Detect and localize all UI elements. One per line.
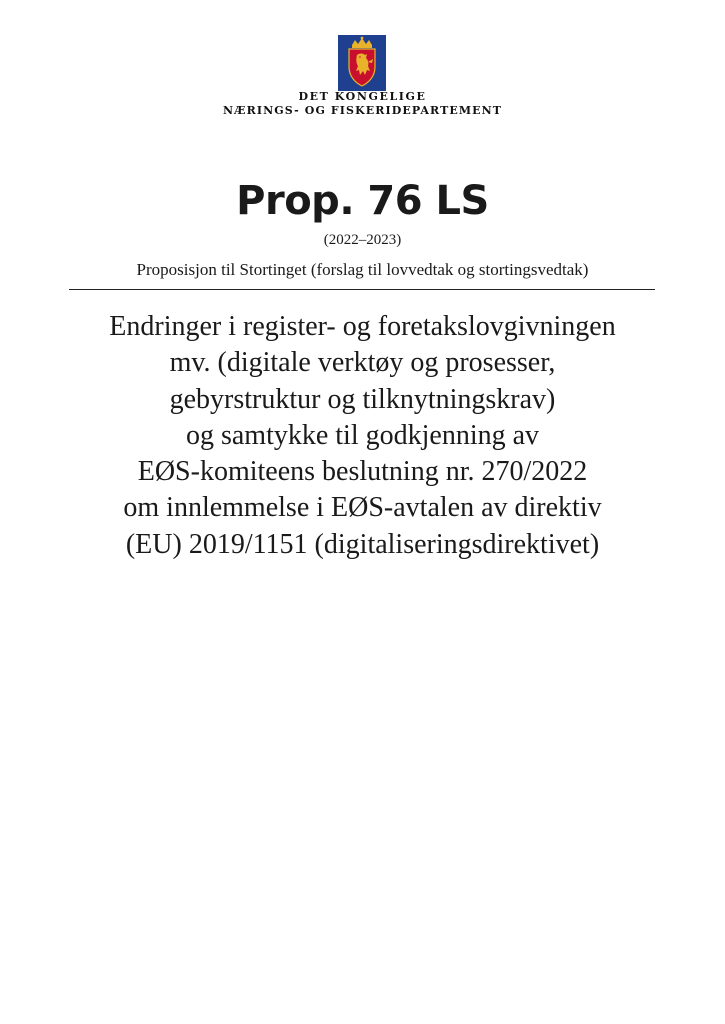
heading-line: og samtykke til godkjenning av xyxy=(185,419,540,451)
coat-of-arms-icon xyxy=(338,35,386,91)
heading-line: gebyrstruktur og tilknytningskrav) xyxy=(169,383,556,415)
heading-line: mv. (digitale verktøy og prosesser, xyxy=(169,347,556,379)
divider xyxy=(69,289,655,290)
heading-line: Endringer i register- og foretakslovgivningen xyxy=(109,311,616,342)
document-subtitle: Proposisjon til Stortinget (forslag til lovvedtak og stortingsvedtak) xyxy=(136,260,589,279)
heading-line: om innlemmelse i EØS-avtalen av direktiv xyxy=(123,492,602,524)
proposition-heading xyxy=(40,309,685,563)
heading-line: (EU) 2019/1151 (digitaliseringsdirektivet) xyxy=(125,528,600,560)
heading-line: EØS-komiteens beslutning nr. 270/2022 xyxy=(137,456,588,488)
department-name-line1: DET KONGELIGE xyxy=(298,90,427,103)
document-title: Prop. 76 LS xyxy=(236,178,489,224)
session-years: (2022–2023) xyxy=(323,232,402,248)
department-name-line2: NÆRINGS- OG FISKERIDEPARTEMENT xyxy=(222,104,503,117)
